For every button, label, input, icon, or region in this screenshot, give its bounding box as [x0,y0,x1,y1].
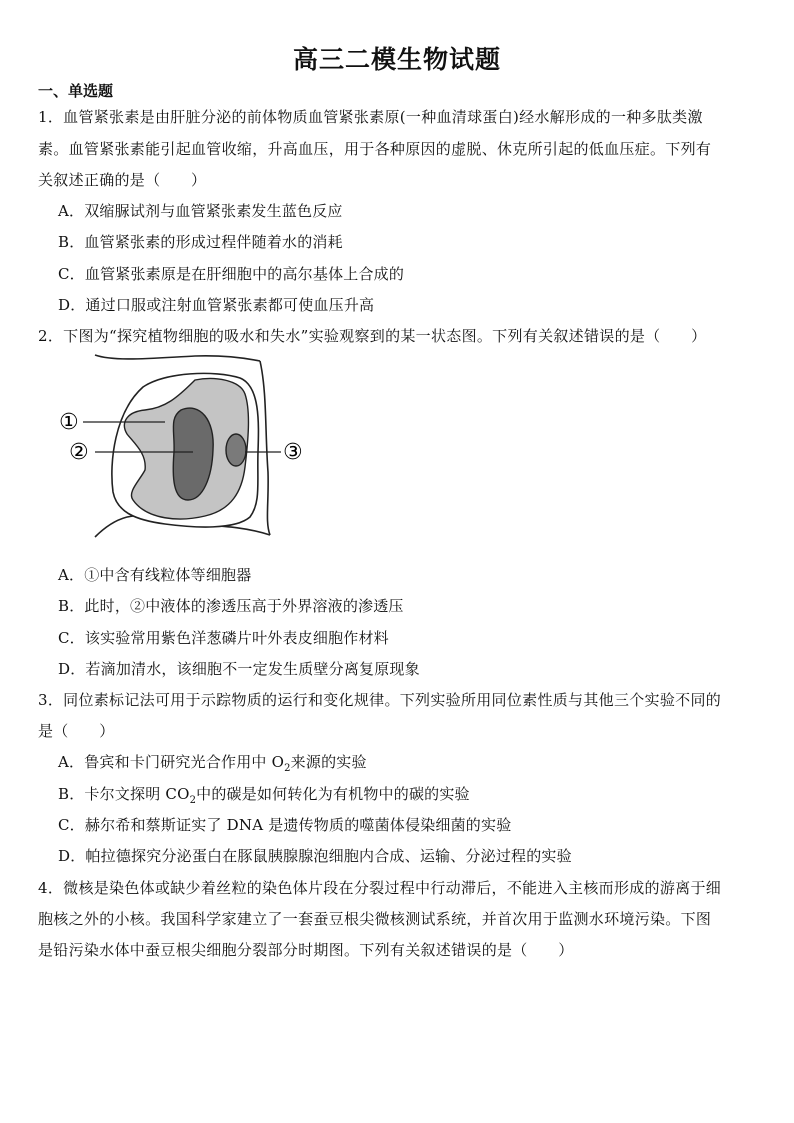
q1-stem-line-2: 素。血管紧张素能引起血管收缩，升高血压，用于各种原因的虚脱、休克所引起的低血压症。下列有 [38,140,712,158]
q4-stem-line-1: 4．微核是染色体或缺少着丝粒的染色体片段在分裂过程中行动滞后，不能进入主核而形成的游离于细 [38,879,722,897]
q2-stem-line-1: 2．下图为“探究植物细胞的吸水和失水”实验观察到的某一状态图。下列有关叙述错误的是（ ） [38,327,707,345]
figure-label-1: ① [59,410,79,435]
q4-stem-line-2: 胞核之外的小核。我国科学家建立了一套蚕豆根尖微核测试系统，并首次用于监测水环境污染。下图 [38,910,712,928]
figure-label-2: ② [69,440,89,465]
q4-stem-line-3: 是铅污染水体中蚕豆根尖细胞分裂部分时期图。下列有关叙述错误的是（ ） [38,941,574,959]
q3-option-c: C．赫尔希和蔡斯证实了 DNA 是遗传物质的噬菌体侵染细菌的实验 [58,816,512,834]
q2-option-c: C．该实验常用紫色洋葱磷片叶外表皮细胞作材料 [58,629,389,647]
q1-option-d: D．通过口服或注射血管紧张素都可使血压升高 [58,296,375,314]
q1-option-a: A．双缩脲试剂与血管紧张素发生蓝色反应 [58,202,343,220]
section-heading: 一、单选题 [38,82,114,100]
q1-option-b: B．血管紧张素的形成过程伴随着水的消耗 [58,233,343,251]
q2-option-b: B．此时，②中液体的渗透压高于外界溶液的渗透压 [58,597,404,615]
q3-option-d: D．帕拉德探究分泌蛋白在豚鼠胰腺腺泡细胞内合成、运输、分泌过程的实验 [58,847,572,865]
q1-option-c: C．血管紧张素原是在肝细胞中的高尔基体上合成的 [58,265,405,283]
figure-label-3: ③ [283,440,303,465]
q1-stem-line-3: 关叙述正确的是（ ） [38,171,207,189]
plant-cell-plasmolysis-figure [55,352,315,542]
page-title: 高三二模生物试题 [292,45,501,74]
q3-option-b: B．卡尔文探明 $CO_2$中的碳是如何转化为有机物中的碳的实验 [58,785,470,806]
q3-option-a: A．鲁宾和卡门研究光合作用中 $O_2$来源的实验 [58,753,367,774]
q2-option-a: A．①中含有线粒体等细胞器 [58,566,252,584]
q2-option-d: D．若滴加清水，该细胞不一定发生质壁分离复原现象 [58,660,420,678]
q1-stem-line-1: 1．血管紧张素是由肝脏分泌的前体物质血管紧张素原(一种血清球蛋白)经水解形成的一种多肽类激 [38,108,703,126]
q3-stem-line-2: 是（ ） [38,722,115,740]
q3-stem-line-1: 3．同位素标记法可用于示踪物质的运行和变化规律。下列实验所用同位素性质与其他三个实验不同的 [38,691,722,709]
